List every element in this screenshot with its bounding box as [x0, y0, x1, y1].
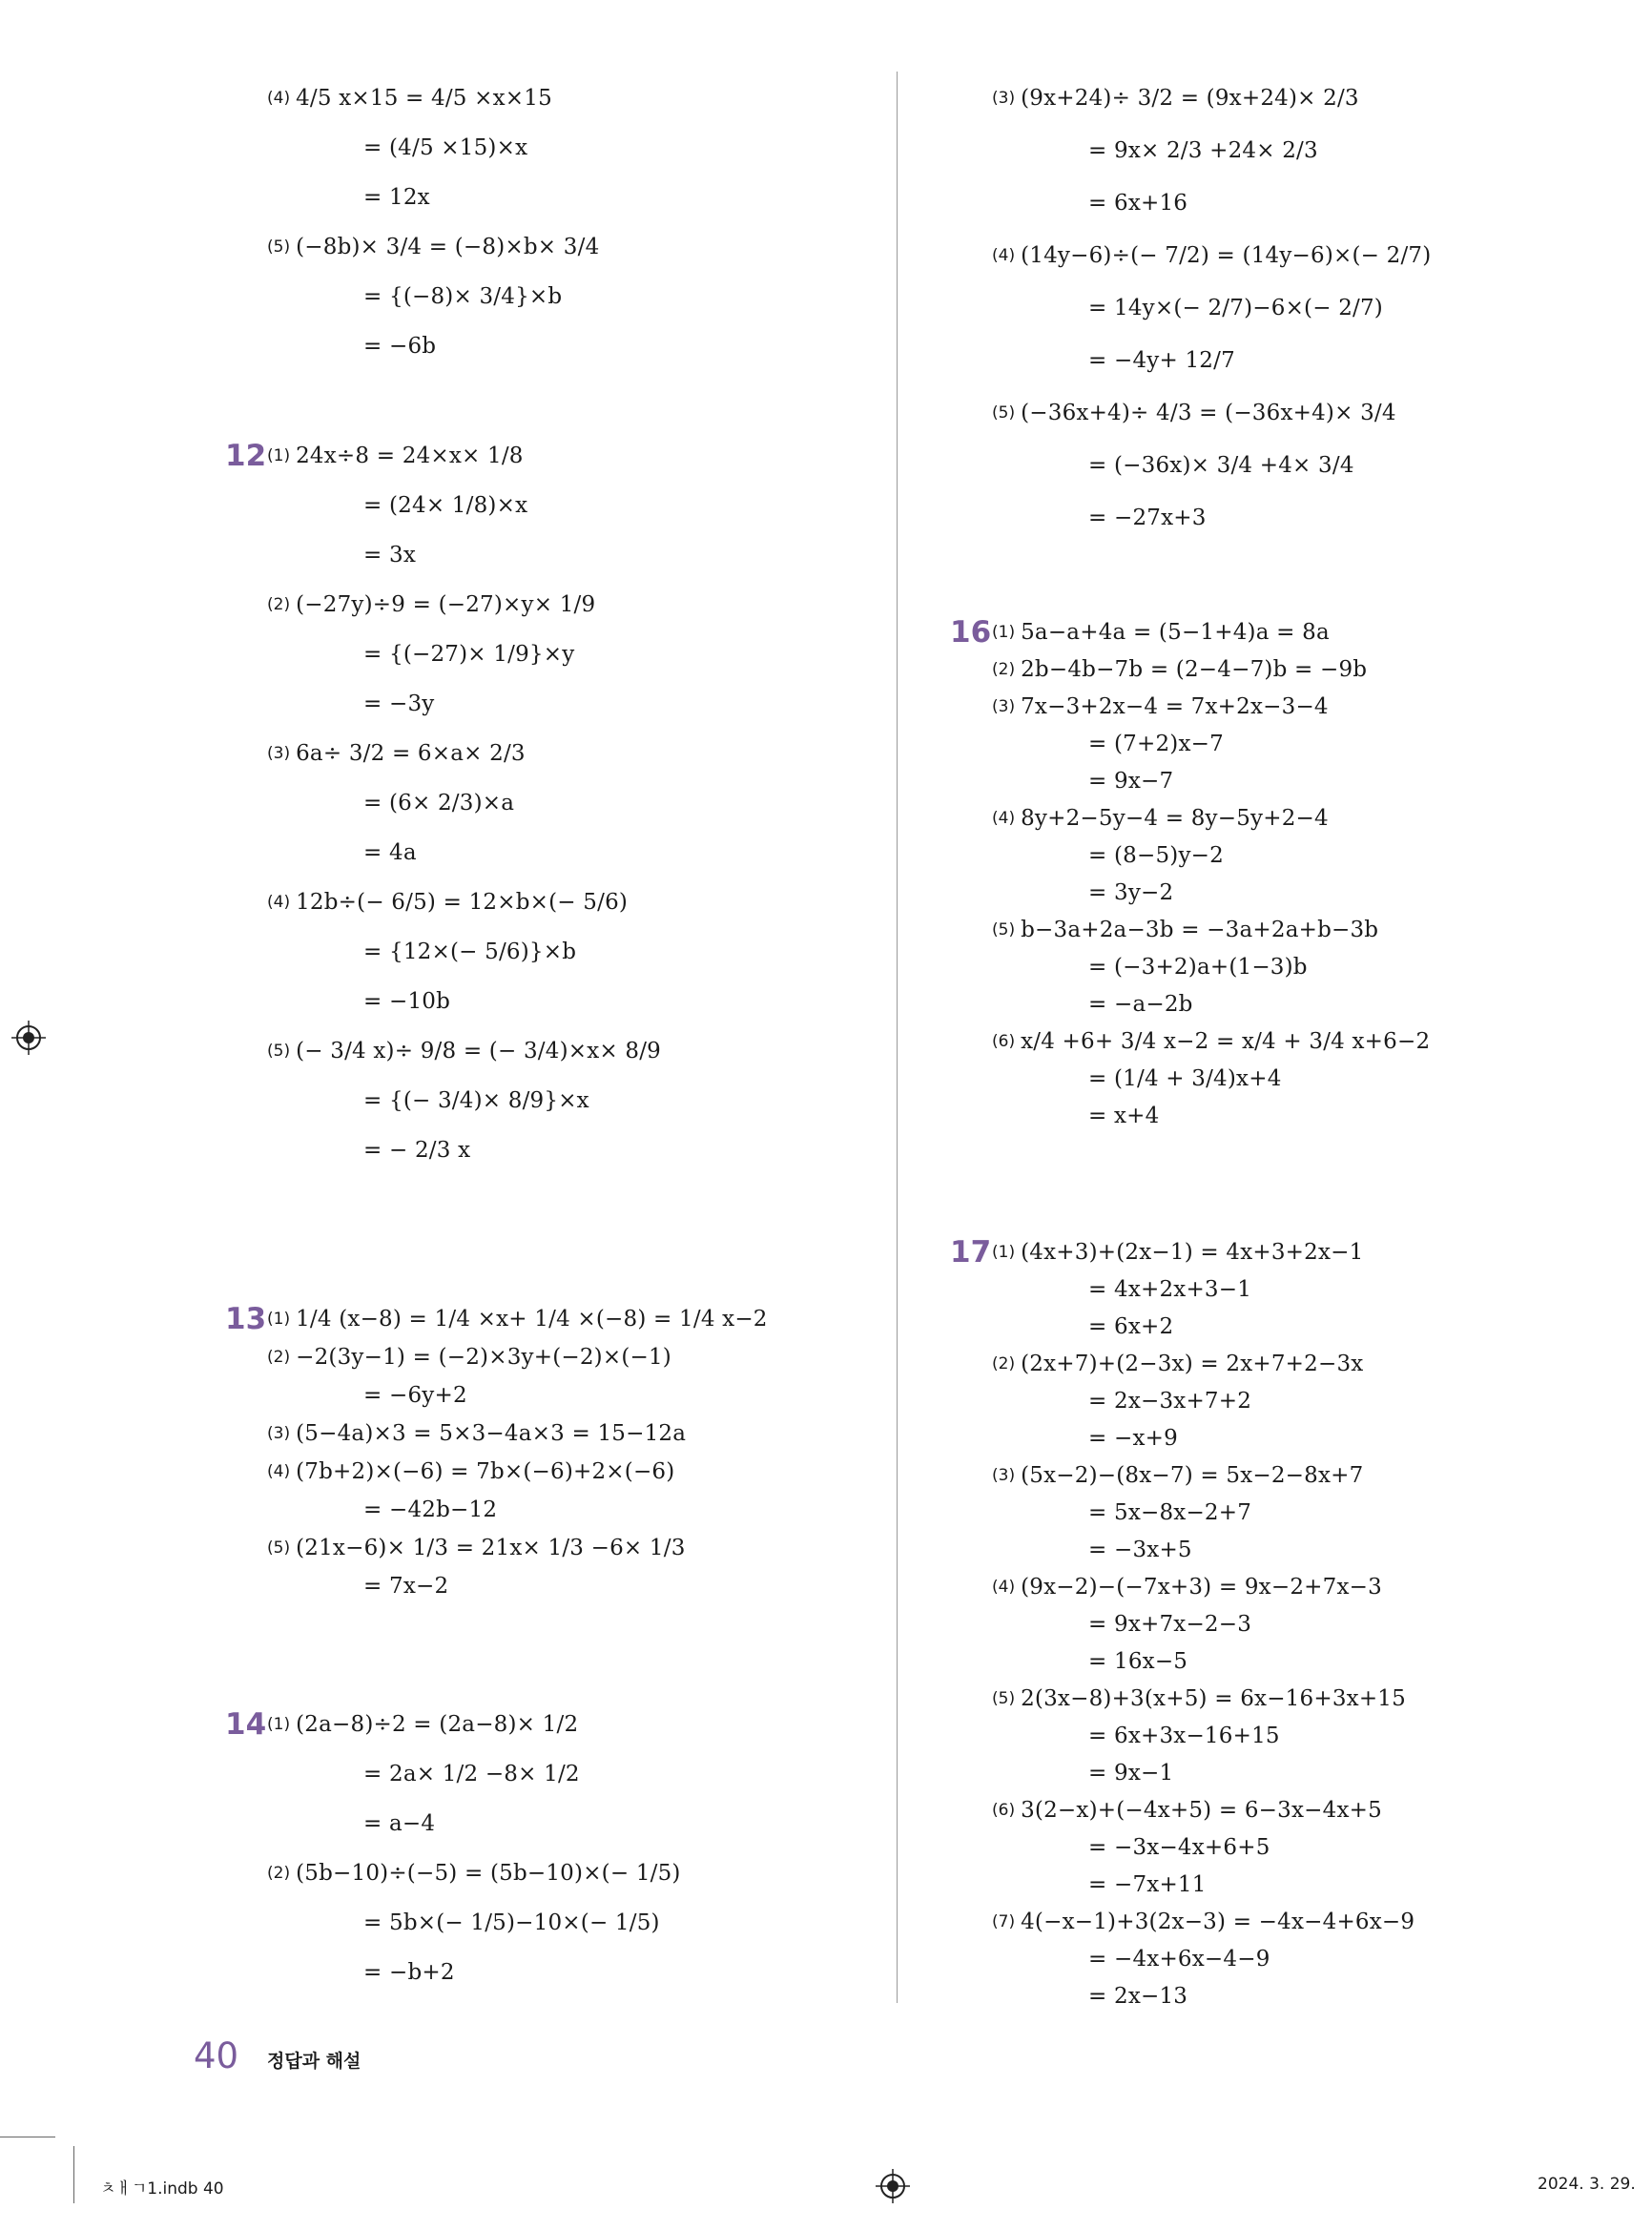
math-expression: = {12×(− 5/6)}×b — [363, 939, 577, 964]
solution-line — [358, 484, 527, 527]
math-expression: 1/4 (x−8) = 1/4 ×x+ 1/4 ×(−8) = 1/4 x−2 — [296, 1307, 768, 1332]
math-expression: 6a÷ 3/2 = 6×a× 2/3 — [296, 741, 526, 766]
math-expression: = 7x−2 — [363, 1574, 449, 1599]
sub-question-label: (2) — [992, 1354, 1016, 1373]
solution-line — [992, 391, 1396, 435]
sub-question-label: (2) — [267, 595, 291, 614]
solution-line — [267, 1029, 661, 1073]
sub-question-label: (2) — [992, 660, 1016, 679]
math-expression: = − 2/3 x — [363, 1138, 471, 1163]
math-expression: = (7+2)x−7 — [1088, 732, 1224, 756]
math-expression: 7x−3+2x−4 = 7x+2x−3−4 — [1021, 694, 1329, 719]
sub-question-label: (5) — [992, 403, 1016, 423]
math-expression: (4x+3)+(2x−1) = 4x+3+2x−1 — [1021, 1240, 1364, 1265]
sub-question-label: (3) — [267, 744, 291, 763]
page-number: 40 — [194, 2035, 239, 2076]
solution-line — [1083, 496, 1207, 540]
sub-question-label: (5) — [992, 1689, 1016, 1708]
solution-line — [267, 1703, 578, 1746]
sub-question-label: (1) — [992, 623, 1016, 642]
sub-question-label: (1) — [267, 446, 291, 465]
math-expression: (9x−2)−(−7x+3) = 9x−2+7x−3 — [1021, 1575, 1382, 1600]
math-expression: = (24× 1/8)×x — [363, 493, 528, 518]
math-expression: (−36x+4)÷ 4/3 = (−36x+4)× 3/4 — [1021, 401, 1396, 425]
math-expression: = {(− 3/4)× 8/9}×x — [363, 1088, 589, 1113]
math-expression: (9x+24)÷ 3/2 = (9x+24)× 2/3 — [1021, 86, 1359, 111]
math-expression: = 6x+16 — [1088, 191, 1188, 216]
math-expression: = 9x−1 — [1088, 1761, 1174, 1786]
sub-question-label: (4) — [267, 1462, 291, 1481]
math-expression: = −4y+ 12/7 — [1088, 348, 1235, 373]
math-expression: = (−36x)× 3/4 +4× 3/4 — [1088, 453, 1354, 478]
math-expression: = 2x−13 — [1088, 1984, 1188, 2009]
math-expression: (−8b)× 3/4 = (−8)×b× 3/4 — [296, 235, 600, 259]
math-expression: = −10b — [363, 989, 451, 1014]
problem-number: 13 — [225, 1302, 267, 1336]
solution-line — [358, 781, 514, 825]
math-expression: = −42b−12 — [363, 1497, 498, 1522]
math-expression: 8y+2−5y−4 = 8y−5y+2−4 — [1021, 806, 1329, 831]
math-expression: = 5x−8x−2+7 — [1088, 1500, 1252, 1525]
math-expression: 4/5 x×15 = 4/5 ×x×15 — [296, 86, 552, 111]
solution-line — [358, 1951, 455, 1994]
math-expression: (7b+2)×(−6) = 7b×(−6)+2×(−6) — [296, 1459, 675, 1484]
solution-line — [1083, 286, 1383, 330]
sub-question-label: (1) — [267, 1715, 291, 1734]
math-expression: (2x+7)+(2−3x) = 2x+7+2−3x — [1021, 1352, 1364, 1376]
sub-question-label: (1) — [992, 1243, 1016, 1262]
problem-number: 17 — [950, 1235, 992, 1270]
math-expression: −2(3y−1) = (−2)×3y+(−2)×(−1) — [296, 1345, 671, 1370]
solution-line — [358, 1128, 470, 1172]
solution-line — [267, 76, 552, 120]
math-expression: (5−4a)×3 = 5×3−4a×3 = 15−12a — [296, 1421, 687, 1446]
solution-line — [267, 1526, 686, 1570]
column-divider — [897, 72, 898, 2003]
math-expression: = {(−8)× 3/4}×b — [363, 284, 563, 309]
solution-line — [358, 275, 562, 319]
solution-line — [358, 1079, 589, 1123]
sub-question-label: (4) — [992, 809, 1016, 828]
registration-mark-icon — [11, 1021, 46, 1055]
solution-line — [267, 1851, 681, 1895]
math-expression: 12b÷(− 6/5) = 12×b×(− 5/6) — [296, 890, 629, 915]
sub-question-label: (5) — [267, 1538, 291, 1558]
math-expression: = (6× 2/3)×a — [363, 791, 515, 816]
solution-line — [267, 583, 595, 627]
math-expression: x/4 +6+ 3/4 x−2 = x/4 + 3/4 x+6−2 — [1021, 1029, 1431, 1054]
math-expression: = 9x+7x−2−3 — [1088, 1612, 1252, 1637]
math-expression: (5x−2)−(8x−7) = 5x−2−8x+7 — [1021, 1463, 1364, 1488]
math-expression: = −6y+2 — [363, 1383, 467, 1408]
math-expression: = −7x+11 — [1088, 1872, 1207, 1897]
solution-line — [358, 1564, 448, 1608]
math-expression: = (8−5)y−2 — [1088, 843, 1224, 868]
solution-line — [358, 126, 527, 170]
math-expression: 4(−x−1)+3(2x−3) = −4x−4+6x−9 — [1021, 1910, 1415, 1934]
solution-line — [358, 831, 417, 875]
print-date: 2024. 3. 29. — [1538, 2175, 1636, 2194]
solution-line — [358, 1901, 660, 1945]
sub-question-label: (3) — [992, 89, 1016, 108]
math-expression: 2b−4b−7b = (2−4−7)b = −9b — [1021, 657, 1368, 682]
solution-line — [267, 434, 524, 478]
math-expression: = −3x−4x+6+5 — [1088, 1835, 1270, 1860]
math-expression: = 9x−7 — [1088, 769, 1174, 794]
solution-line — [267, 225, 599, 269]
sub-question-label: (3) — [992, 697, 1016, 716]
sub-question-label: (4) — [992, 1578, 1016, 1597]
math-expression: = −a−2b — [1088, 992, 1193, 1017]
math-expression: = −6b — [363, 334, 437, 359]
math-expression: (14y−6)÷(− 7/2) = (14y−6)×(− 2/7) — [1021, 243, 1432, 268]
math-expression: = 4x+2x+3−1 — [1088, 1277, 1252, 1302]
math-expression: 3(2−x)+(−4x+5) = 6−3x−4x+5 — [1021, 1798, 1382, 1823]
solution-line — [267, 1335, 671, 1379]
solution-line — [358, 176, 430, 219]
file-info: ㅊㅐㄱ1.indb 40 — [100, 2179, 224, 2199]
sub-question-label: (4) — [267, 89, 291, 108]
math-expression: = 16x−5 — [1088, 1649, 1188, 1674]
solution-line — [358, 682, 434, 726]
solution-line — [1083, 1974, 1187, 2018]
sub-question-label: (2) — [267, 1348, 291, 1367]
solution-line — [1083, 444, 1354, 487]
solution-line — [992, 76, 1359, 120]
solution-line — [358, 533, 416, 577]
math-expression: = 2x−3x+7+2 — [1088, 1389, 1252, 1414]
math-expression: b−3a+2a−3b = −3a+2a+b−3b — [1021, 918, 1379, 942]
math-expression: 24x÷8 = 24×x× 1/8 — [296, 444, 524, 468]
sub-question-label: (5) — [267, 1042, 291, 1061]
math-expression: = {(−27)× 1/9}×y — [363, 642, 575, 667]
sub-question-label: (5) — [992, 920, 1016, 939]
math-expression: (− 3/4 x)÷ 9/8 = (− 3/4)×x× 8/9 — [296, 1039, 661, 1063]
math-expression: = 6x+2 — [1088, 1314, 1174, 1339]
math-expression: = 14y×(− 2/7)−6×(− 2/7) — [1088, 296, 1383, 320]
sub-question-label: (5) — [267, 237, 291, 257]
math-expression: = (1/4 + 3/4)x+4 — [1088, 1066, 1282, 1091]
solution-line — [1083, 1094, 1159, 1138]
math-expression: = (−3+2)a+(1−3)b — [1088, 955, 1308, 980]
math-expression: (2a−8)÷2 = (2a−8)× 1/2 — [296, 1712, 579, 1737]
solution-line — [267, 732, 526, 775]
sub-question-label: (3) — [992, 1466, 1016, 1485]
solution-line — [1083, 129, 1318, 173]
math-expression: = −x+9 — [1088, 1426, 1178, 1451]
sub-question-label: (4) — [992, 246, 1016, 265]
math-expression: = 3x — [363, 543, 416, 568]
math-expression: = −3x+5 — [1088, 1538, 1192, 1562]
registration-mark-icon — [876, 2169, 910, 2203]
math-expression: = −3y — [363, 692, 435, 716]
solution-line — [358, 1752, 580, 1796]
crop-line — [73, 2146, 74, 2203]
math-expression: = 4a — [363, 840, 417, 865]
math-expression: (5b−10)÷(−5) = (5b−10)×(− 1/5) — [296, 1861, 681, 1886]
math-expression: = 3y−2 — [1088, 880, 1174, 905]
problem-number: 16 — [950, 615, 992, 650]
problem-number: 14 — [225, 1707, 267, 1742]
math-expression: (−27y)÷9 = (−27)×y× 1/9 — [296, 592, 596, 617]
math-expression: = 12x — [363, 185, 430, 210]
math-expression: = a−4 — [363, 1811, 436, 1836]
math-expression: = 9x× 2/3 +24× 2/3 — [1088, 138, 1318, 163]
math-expression: (21x−6)× 1/3 = 21x× 1/3 −6× 1/3 — [296, 1536, 686, 1560]
solution-line — [992, 234, 1431, 278]
math-expression: = x+4 — [1088, 1104, 1160, 1128]
math-expression: = 2a× 1/2 −8× 1/2 — [363, 1762, 580, 1786]
solution-line — [358, 1802, 435, 1846]
sub-question-label: (3) — [267, 1424, 291, 1443]
math-expression: = −4x+6x−4−9 — [1088, 1947, 1270, 1972]
math-expression: = −27x+3 — [1088, 506, 1207, 530]
math-expression: 5a−a+4a = (5−1+4)a = 8a — [1021, 620, 1330, 645]
math-expression: 2(3x−8)+3(x+5) = 6x−16+3x+15 — [1021, 1686, 1406, 1711]
math-expression: = −b+2 — [363, 1960, 455, 1985]
math-expression: = 6x+3x−16+15 — [1088, 1724, 1280, 1748]
sub-question-label: (6) — [992, 1801, 1016, 1820]
solution-line — [1083, 339, 1235, 382]
solution-line — [358, 324, 436, 368]
math-expression: = (4/5 ×15)×x — [363, 135, 528, 160]
solution-line — [358, 980, 450, 1023]
sub-question-label: (7) — [992, 1912, 1016, 1931]
solution-line — [358, 930, 576, 974]
solution-line — [358, 632, 574, 676]
sub-question-label: (1) — [267, 1310, 291, 1329]
solution-line — [1083, 181, 1187, 225]
solution-line — [267, 880, 628, 924]
sub-question-label: (2) — [267, 1864, 291, 1883]
section-title: 정답과 해설 — [267, 2051, 361, 2072]
math-expression: = 5b×(− 1/5)−10×(− 1/5) — [363, 1910, 660, 1935]
problem-number: 12 — [225, 439, 267, 473]
sub-question-label: (4) — [267, 893, 291, 912]
sub-question-label: (6) — [992, 1032, 1016, 1051]
